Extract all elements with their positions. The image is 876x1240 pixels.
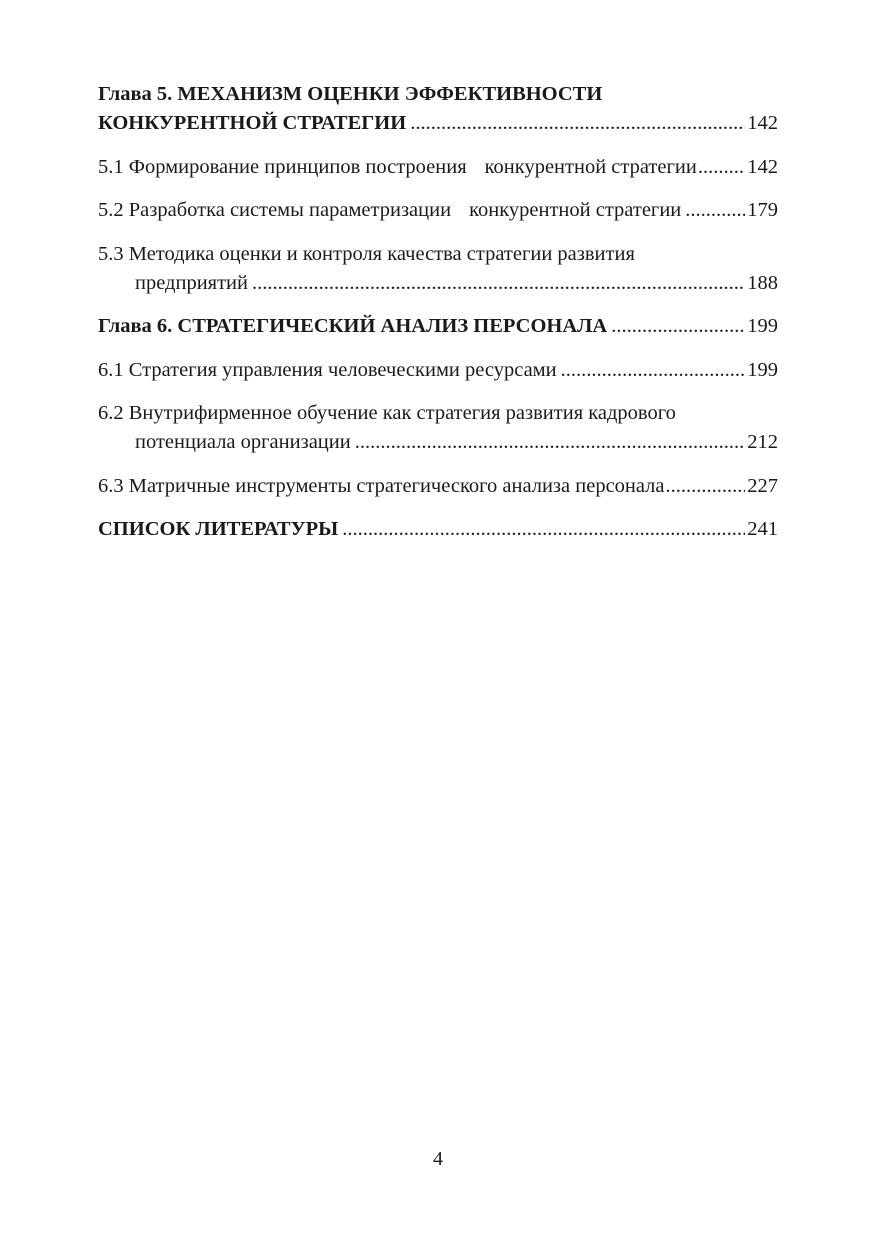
toc-entry-title: СПИСОК ЛИТЕРАТУРЫ bbox=[98, 518, 339, 540]
toc-entry-title-part-1: 5.2 Разработка системы параметризации bbox=[98, 199, 452, 221]
toc-entry-references[interactable] bbox=[98, 515, 778, 544]
toc-page-number: 142 bbox=[747, 155, 778, 178]
toc-page-number: 199 bbox=[747, 358, 778, 381]
toc-entry-chapter-6[interactable] bbox=[98, 312, 778, 341]
toc-entry-section-6-1[interactable] bbox=[98, 356, 778, 385]
dot-leader bbox=[611, 312, 745, 341]
toc-entry-title-line-1: Глава 5. МЕХАНИЗМ ОЦЕНКИ ЭФФЕКТИВНОСТИ bbox=[98, 83, 603, 105]
toc-entry-title: 6.1 Стратегия управления человеческими ресурсами bbox=[98, 358, 557, 381]
toc-entry-section-5-1[interactable] bbox=[98, 153, 778, 182]
toc-page-number: 142 bbox=[747, 112, 778, 134]
toc-page-number: 179 bbox=[747, 199, 778, 221]
toc-entry-title-part-2: конкурентной стратегии bbox=[469, 199, 682, 221]
toc-entry-title-line-2: КОНКУРЕНТНОЙ СТРАТЕГИИ bbox=[98, 112, 407, 134]
toc-page-number: 241 bbox=[747, 518, 778, 540]
toc-entry-section-5-2[interactable] bbox=[98, 196, 778, 225]
toc-entry-title-line-1: 6.2 Внутрифирменное обучение как стратегия развития кадрового bbox=[98, 402, 676, 424]
toc-entry-title-line-2: предприятий bbox=[135, 271, 249, 294]
toc-entry-section-6-3[interactable] bbox=[98, 472, 778, 501]
toc-entry-title: 6.3 Матричные инструменты стратегического анализа персонала bbox=[98, 474, 665, 497]
dot-leader bbox=[252, 269, 745, 298]
table-of-contents bbox=[98, 80, 778, 544]
toc-entry-title-line-1: 5.3 Методика оценки и контроля качества стратегии развития bbox=[98, 242, 635, 265]
toc-entry-title-line-2: потенциала организации bbox=[135, 431, 351, 453]
toc-page-number: 199 bbox=[747, 315, 778, 337]
toc-entry-section-6-2[interactable] bbox=[98, 399, 778, 457]
dot-leader bbox=[561, 356, 746, 385]
dot-leader bbox=[355, 428, 746, 457]
dot-leader bbox=[698, 153, 745, 182]
toc-entry-title bbox=[98, 153, 697, 182]
toc-entry-title-part-1: 5.1 Формирование принципов построения bbox=[98, 155, 467, 178]
dot-leader bbox=[685, 196, 745, 225]
toc-entry-section-5-3[interactable] bbox=[98, 240, 778, 298]
dot-leader bbox=[342, 515, 745, 544]
toc-entry-title bbox=[98, 196, 681, 225]
dot-leader bbox=[410, 109, 745, 138]
dot-leader bbox=[666, 472, 746, 501]
toc-page-number: 188 bbox=[747, 271, 778, 294]
toc-entry-chapter-5[interactable] bbox=[98, 80, 778, 138]
toc-entry-title-part-2: конкурентной стратегии bbox=[484, 155, 697, 178]
toc-entry-title: Глава 6. СТРАТЕГИЧЕСКИЙ АНАЛИЗ ПЕРСОНАЛА bbox=[98, 315, 608, 337]
page-number-footer: 4 bbox=[433, 1148, 443, 1170]
toc-page-number: 227 bbox=[747, 474, 778, 497]
toc-page-number: 212 bbox=[747, 431, 778, 453]
